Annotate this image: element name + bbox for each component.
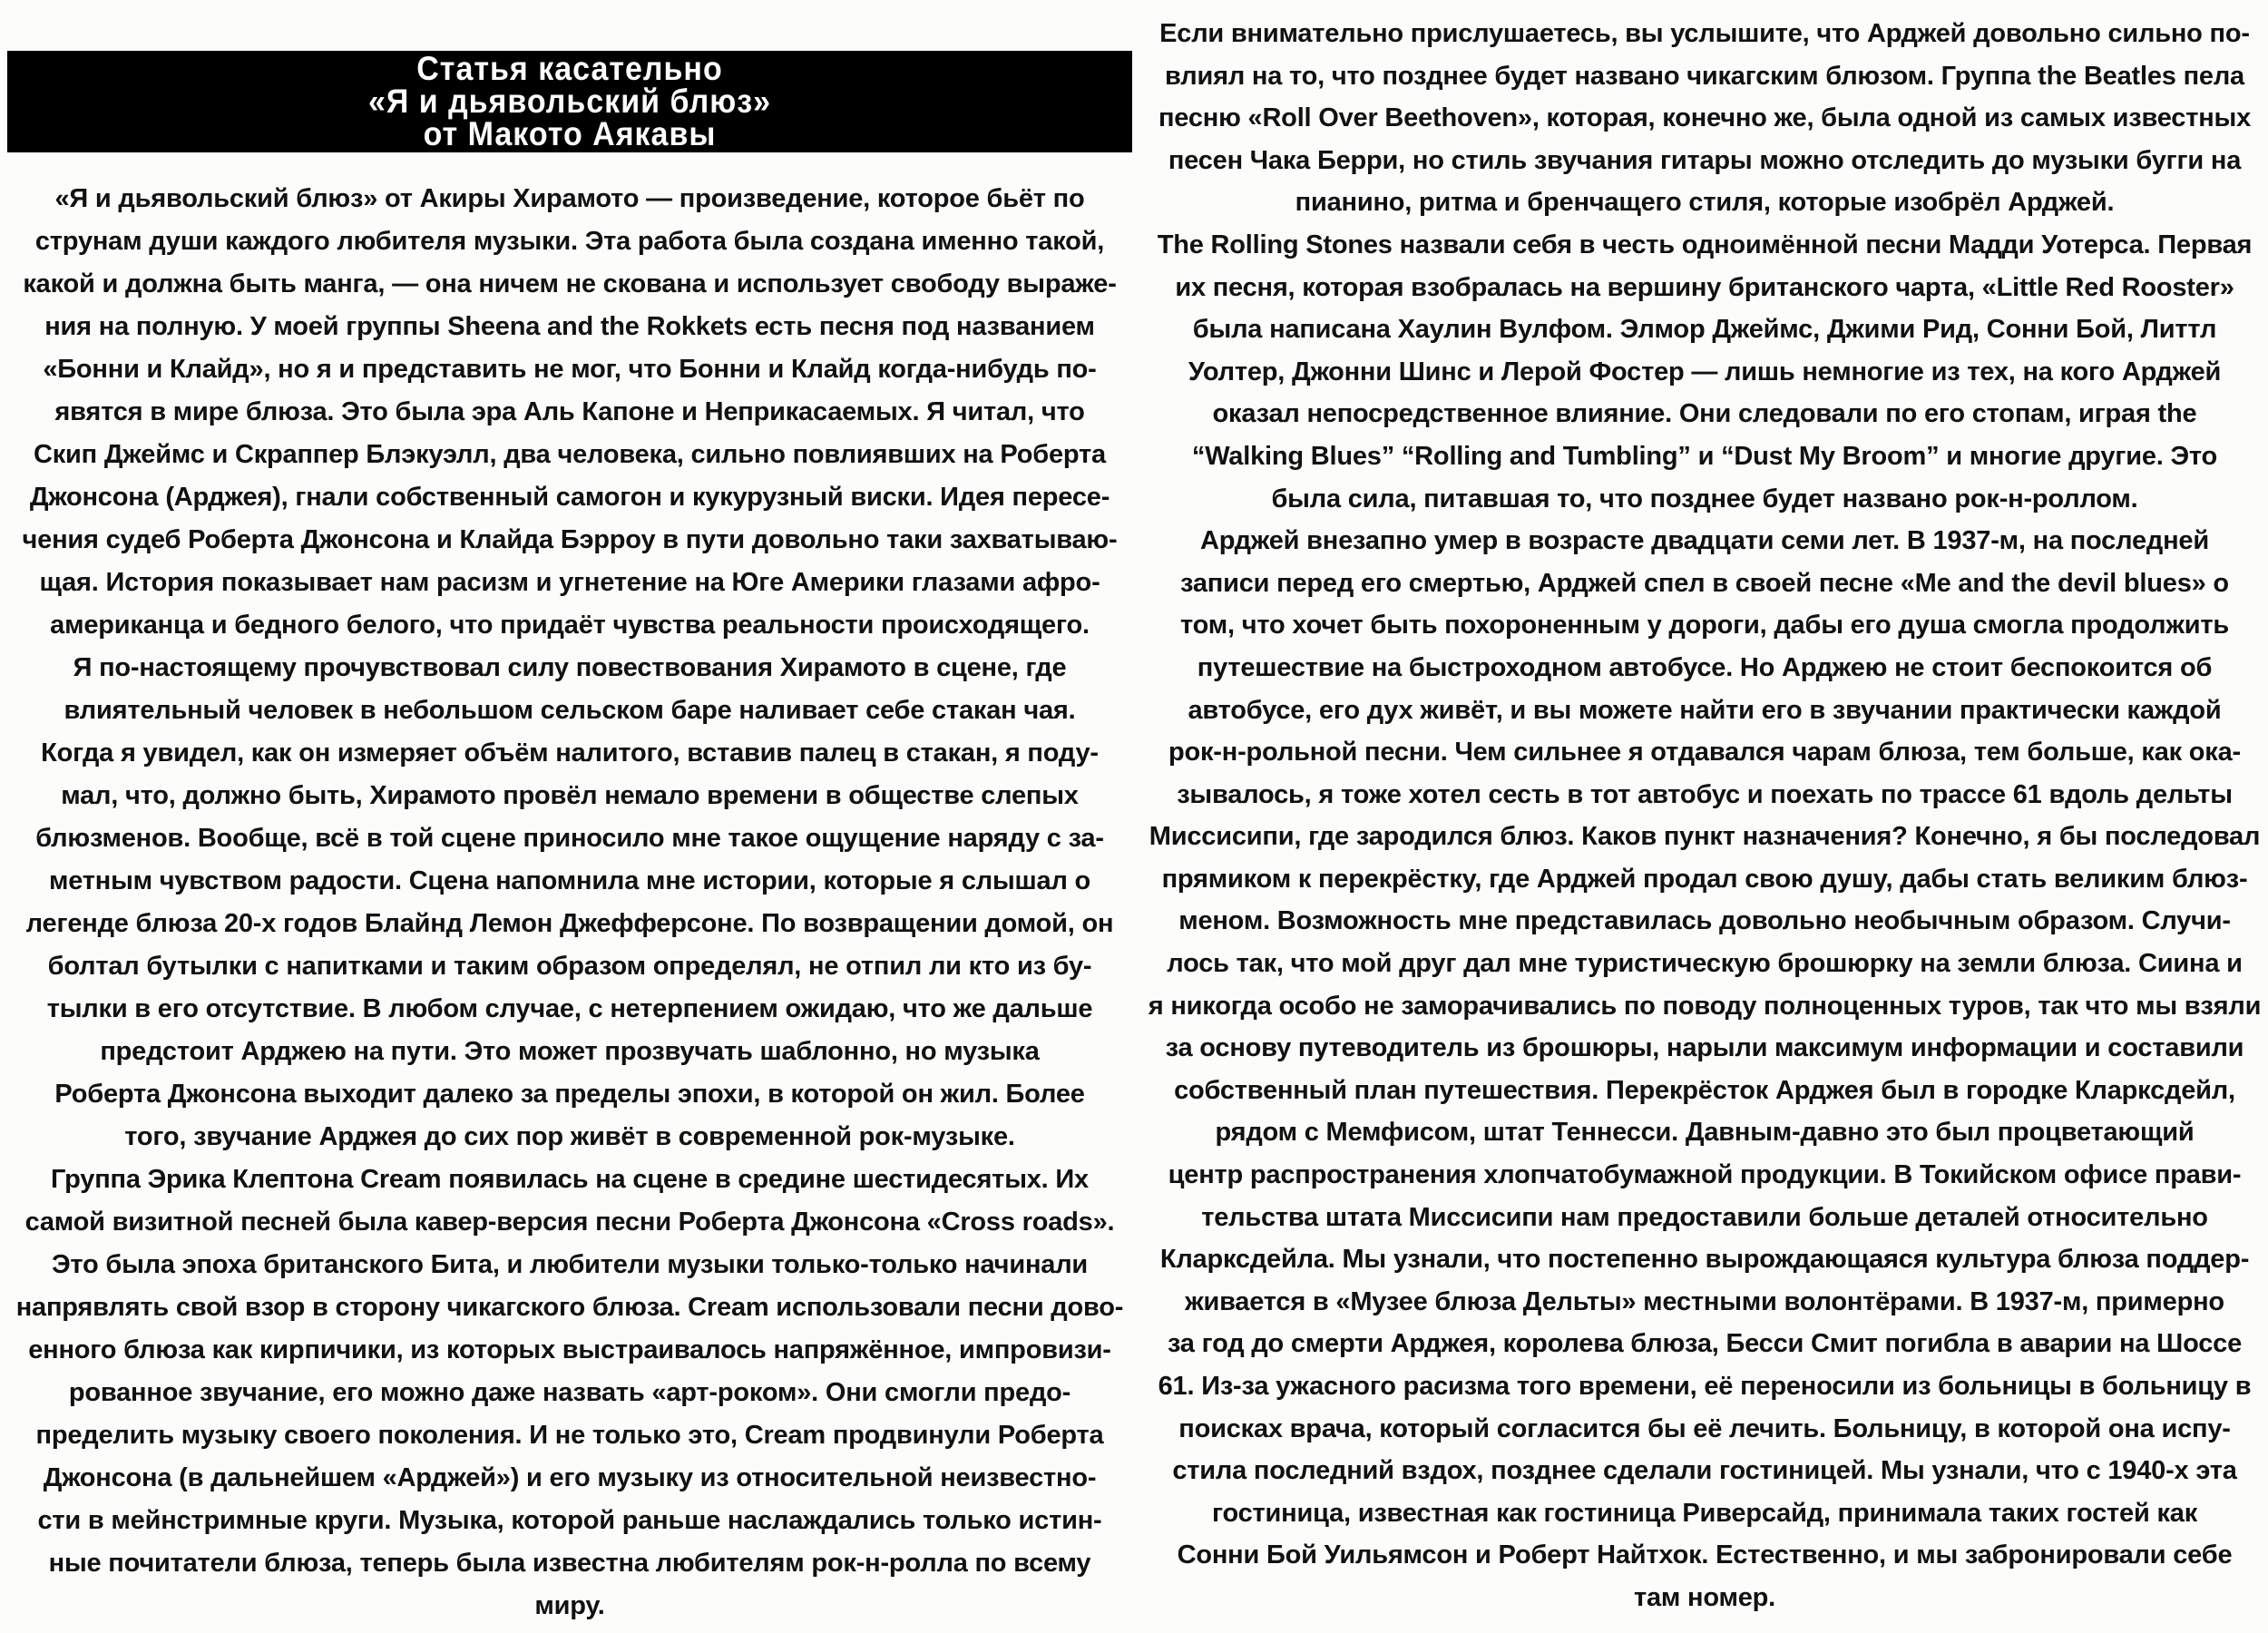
- text-line: сти в мейнстримные круги. Музыка, которой раньше наслаждались только истин-: [37, 1506, 1102, 1535]
- article-title-banner: [7, 51, 1132, 152]
- text-line: Джонсона (Арджея), гнали собственный самогон и кукурузный виски. Идея пересе-: [29, 483, 1110, 512]
- text-line: Если внимательно прислушаетесь, вы услышите, что Арджей довольно сильно по-: [1159, 19, 2250, 48]
- text-line: 61. Из-за ужасного расизма того времени, её переносили из больницы в больницу в: [1158, 1372, 2252, 1401]
- banner-line-2: «Я и дьявольский блюз»: [367, 83, 772, 121]
- text-line: оказал непосредственное влияние. Они следовали по его стопам, играя the: [1212, 399, 2197, 429]
- text-line: пределить музыку своего поколения. И не только это, Cream продвинули Роберта: [35, 1421, 1104, 1450]
- text-line: щая. История показывает нам расизм и угнетение на Юге Америки глазами афро-: [39, 568, 1100, 597]
- text-line: меном. Возможность мне представилась довольно необычным образом. Случи-: [1178, 906, 2231, 936]
- text-line: Арджей внезапно умер в возрасте двадцати семи лет. В 1937-м, на последней: [1200, 526, 2209, 556]
- text-line: енного блюза как кирпичики, из которых выстраивалось напряжённое, импровизи-: [28, 1335, 1111, 1364]
- text-line: метным чувством радости. Сцена напомнила мне истории, которые я слышал о: [48, 866, 1091, 895]
- text-line: предстоит Арджею на пути. Это может прозвучать шаблонно, но музыка: [100, 1037, 1040, 1066]
- text-line: Скип Джеймс и Скраппер Блэкуэлл, два человека, сильно повлиявших на Роберта: [33, 440, 1106, 469]
- left-column-text: [7, 152, 1132, 1628]
- banner-line-3: от Макото Аякавы: [423, 115, 717, 153]
- text-line: автобусе, его дух живёт, и вы можете найти его в звучании практически каждой: [1188, 695, 2222, 725]
- text-line: собственный план путешествия. Перекрёсток Арджея был в городке Кларксдейл,: [1174, 1075, 2235, 1105]
- text-line: там номер.: [1633, 1582, 1776, 1612]
- text-line: рок-н-рольной песни. Чем сильнее я отдавался чарам блюза, тем больше, как ока-: [1168, 738, 2242, 768]
- text-line: напрявлять свой взор в сторону чикагского блюза. Cream использовали песни дово-: [15, 1293, 1124, 1322]
- right-column: [1143, 0, 2266, 1633]
- text-line: «Бонни и Клайд», но я и представить не мог, что Бонни и Клайд когда-нибудь по-: [43, 355, 1097, 384]
- banner-line-1: Статья касательно: [416, 50, 723, 88]
- text-line: Я по-настоящему прочувствовал силу повествования Хирамото в сцене, где: [73, 653, 1067, 682]
- text-line: струнам души каждого любителя музыки. Эта работа была создана именно такой,: [34, 227, 1105, 256]
- text-line: была написана Хаулин Вулфом. Элмор Джеймс, Джими Рид, Сонни Бой, Литтл: [1192, 315, 2217, 345]
- text-line: блюзменов. Вообще, всё в той сцене приносило мне такое ощущение наряду с за-: [35, 824, 1104, 853]
- text-line: Джонсона (в дальнейшем «Арджей») и его музыку из относительной неизвестно-: [43, 1463, 1097, 1492]
- text-line: путешествие на быстроходном автобусе. Но Арджею не стоит беспокоится об: [1197, 652, 2213, 682]
- text-line: за основу путеводитель из брошюры, нарыли максимум информации и составили: [1165, 1033, 2244, 1063]
- text-line: пианино, ритма и бренчащего стиля, которые изобрёл Арджей.: [1295, 188, 2115, 218]
- text-line: The Rolling Stones назвали себя в честь одноимённой песни Мадди Уотерса. Первая: [1157, 230, 2253, 259]
- text-line: тылки в его отсутствие. В любом случае, с нетерпением ожидаю, что же дальше: [46, 994, 1093, 1023]
- text-line: ния на полную. У моей группы Sheena and the Rokkets есть песня под названием: [44, 312, 1095, 341]
- text-line: Роберта Джонсона выходит далеко за пределы эпохи, в которой он жил. Более: [54, 1080, 1085, 1109]
- text-line: была сила, питавшая то, что позднее будет названо рок-н-роллом.: [1271, 484, 2138, 513]
- text-line: явятся в мире блюза. Это была эра Аль Капоне и Неприкасаемых. Я читал, что: [54, 397, 1085, 426]
- right-column-text: [1143, 0, 2266, 1619]
- text-line: центр распространения хлопчатобумажной продукции. В Токийском офисе прави-: [1168, 1160, 2242, 1190]
- text-line: болтал бутылки с напитками и таким образом определял, не отпил ли кто из бу-: [47, 952, 1092, 981]
- text-line: записи перед его смертью, Арджей спел в своей песне «Me and the devil blues» о: [1180, 568, 2229, 598]
- text-line: их песня, которая взобралась на вершину британского чарта, «Little Red Rooster»: [1175, 272, 2234, 302]
- text-line: самой визитной песней была кавер-версия песни Роберта Джонсона «Cross roads».: [24, 1208, 1115, 1237]
- text-line: тельства штата Миссисипи нам предоставили больше деталей относительно: [1201, 1202, 2208, 1232]
- text-line: том, что хочет быть похороненным у дороги, дабы его душа смогла продолжить: [1180, 611, 2229, 640]
- text-line: Уолтер, Джонни Шинс и Лерой Фостер — лишь немногие из тех, на кого Арджей: [1188, 357, 2222, 386]
- text-line: “Walking Blues” “Rolling and Tumbling” и “Dust My Broom” и многие другие. Это: [1191, 441, 2218, 471]
- text-line: зывалось, я тоже хотел сесть в тот автобус и поехать по трассе 61 вдоль дельты: [1177, 779, 2233, 809]
- text-line: я никогда особо не заморачивались по поводу полноценных туров, так что мы взяли: [1148, 991, 2262, 1021]
- text-line: чения судеб Роберта Джонсона и Клайда Бэрроу в пути довольно таки захватываю-: [22, 525, 1118, 554]
- text-line: какой и должна быть манга, — она ничем не скована и использует свободу выраже-: [23, 269, 1117, 298]
- text-line: того, звучание Арджея до сих пор живёт в современной рок-музыке.: [124, 1122, 1015, 1151]
- text-line: влиял на то, что позднее будет названо чикагским блюзом. Группа the Beatles пела: [1165, 61, 2244, 91]
- text-line: Сонни Бой Уильямсон и Роберт Найтхок. Естественно, и мы забронировали себе: [1177, 1540, 2233, 1570]
- left-column: [7, 0, 1132, 1633]
- text-line: Группа Эрика Клептона Cream появилась на сцене в средине шестидесятых. Их: [51, 1165, 1089, 1194]
- text-line: за год до смерти Арджея, королева блюза, Бесси Смит погибла в аварии на Шоссе: [1167, 1329, 2243, 1359]
- text-line: миру.: [534, 1591, 605, 1620]
- text-line: американца и бедного белого, что придаёт чувства реальности происходящего.: [50, 611, 1090, 640]
- text-line: поисках врача, который согласится бы её лечить. Больницу, в которой она испу-: [1178, 1413, 2231, 1443]
- text-line: стила последний вздох, позднее сделали гостиницей. Мы узнали, что с 1940-х эта: [1172, 1456, 2237, 1486]
- text-line: ные почитатели блюза, теперь была известна любителям рок-н-ролла по всему: [48, 1549, 1091, 1578]
- text-line: песню «Roll Over Beethoven», которая, конечно же, была одной из самых известных: [1158, 103, 2252, 133]
- text-line: прямиком к перекрёстку, где Арджей продал свою душу, дабы стать великим блюз-: [1161, 864, 2248, 894]
- text-line: рованное звучание, его можно даже назвать «арт-роком». Они смогли предо-: [68, 1378, 1071, 1407]
- text-line: живается в «Музее блюза Дельты» местными волонтёрами. В 1937-м, примерно: [1185, 1286, 2224, 1316]
- text-line: Кларксдейла. Мы узнали, что постепенно вырождающаяся культура блюза поддер-: [1159, 1245, 2250, 1275]
- text-line: влиятельный человек в небольшом сельском баре наливает себе стакан чая.: [64, 696, 1076, 725]
- text-line: мал, что, должно быть, Хирамото провёл немало времени в обществе слепых: [61, 781, 1079, 810]
- text-line: песен Чака Берри, но стиль звучания гитары можно отследить до музыки бугги на: [1168, 145, 2242, 175]
- text-line: «Я и дьявольский блюз» от Акиры Хирамото — произведение, которое бьёт по: [54, 184, 1085, 213]
- text-line: лось так, что мой друг дал мне туристическую брошюрку на земли блюза. Сиина и: [1167, 949, 2243, 979]
- text-line: Когда я увидел, как он измеряет объём налитого, вставив палец в стакан, я поду-: [41, 738, 1099, 768]
- text-line: рядом с Мемфисом, штат Теннесси. Давным-давно это был процветающий: [1215, 1118, 2195, 1148]
- text-line: легенде блюза 20-х годов Блайнд Лемон Джефферсоне. По возвращении домой, он: [25, 909, 1114, 938]
- text-line: Миссисипи, где зародился блюз. Каков пункт назначения? Конечно, я бы последовал: [1149, 822, 2261, 852]
- text-line: гостиница, известная как гостиница Риверсайд, принимала таких гостей как: [1211, 1498, 2198, 1528]
- text-line: Это была эпоха британского Бита, и любители музыки только-только начинали: [51, 1250, 1089, 1279]
